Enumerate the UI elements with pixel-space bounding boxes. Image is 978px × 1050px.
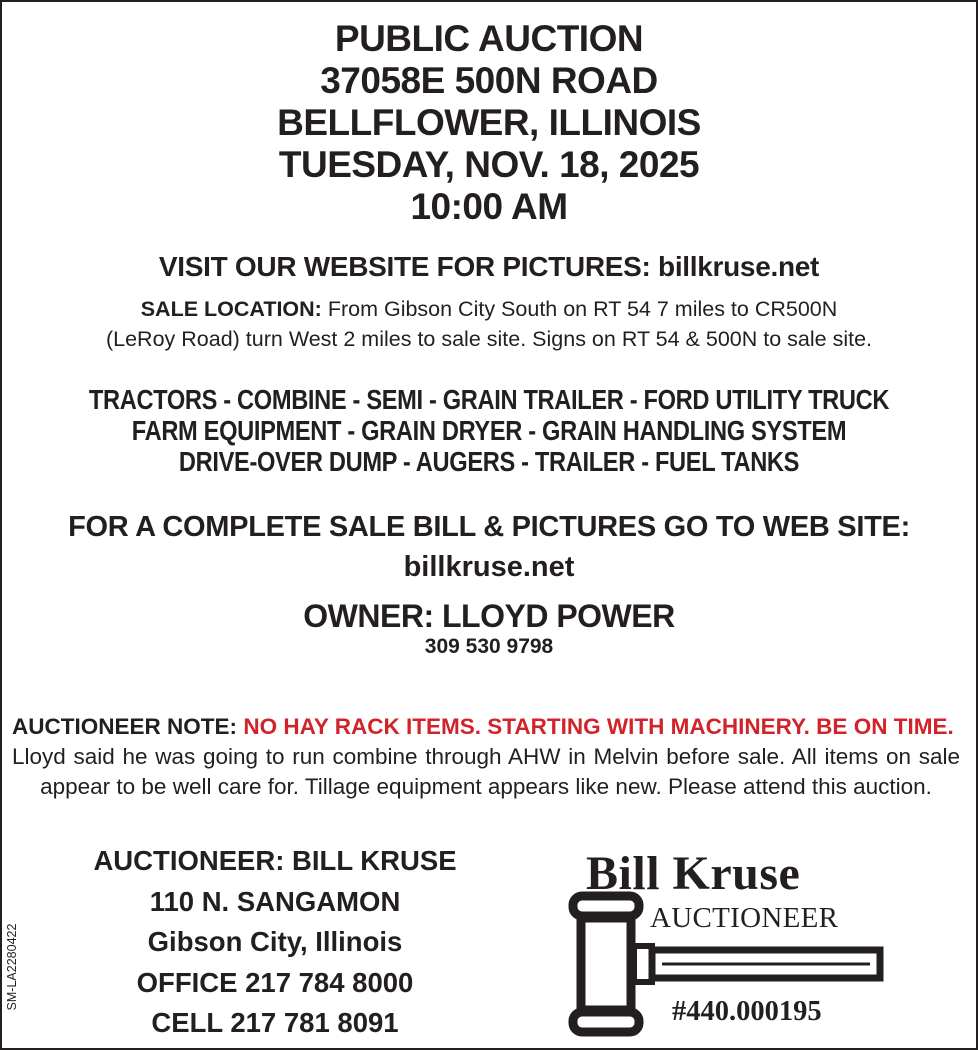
logo-license: #440.000195: [672, 996, 822, 1027]
owner-phone: 309 530 9798: [424, 635, 554, 658]
auctioneer-note: [12, 712, 960, 802]
auctioneer-name: AUCTIONEER: BILL KRUSE: [93, 845, 457, 876]
website-line: VISIT OUR WEBSITE FOR PICTURES: billkruse.net: [158, 251, 820, 282]
note-highlight: NO HAY RACK ITEMS. STARTING WITH MACHINERY. BE ON TIME.: [243, 714, 954, 739]
sale-location-text2: (LeRoy Road) turn West 2 miles to sale site. Signs on RT 54 & 500N to sale site.: [105, 327, 872, 351]
auction-header: [0, 18, 978, 228]
note-label: AUCTIONEER NOTE:: [12, 714, 238, 739]
auctioneer-city: Gibson City, Illinois: [147, 926, 403, 957]
ad-code: [0, 905, 24, 1030]
items-line-3: DRIVE-OVER DUMP - AUGERS - TRAILER - FUEL TANKS: [178, 446, 800, 477]
logo-name: Bill Kruse: [586, 847, 801, 900]
owner-name: OWNER: LLOYD POWER: [303, 598, 675, 634]
ad-code-text: SM-LA2280422: [5, 923, 19, 1011]
auctioneer-address: 110 N. SANGAMON: [149, 885, 401, 917]
auctioneer-logo: [566, 842, 896, 1042]
auctioneer-cell: CELL 217 781 8091: [151, 1007, 399, 1038]
header-title: PUBLIC AUCTION: [334, 18, 644, 59]
auctioneer-block: [40, 841, 510, 1044]
header-address: 37058E 500N ROAD: [320, 60, 658, 101]
header-time: 10:00 AM: [410, 186, 568, 227]
items-line-1: TRACTORS - COMBINE - SEMI - GRAIN TRAILER - FORD UTILITY TRUCK: [88, 384, 890, 415]
sale-location-label: SALE LOCATION:: [140, 297, 322, 321]
header-city: BELLFLOWER, ILLINOIS: [277, 102, 701, 143]
sale-location-text1: From Gibson City South on RT 54 7 miles to CR500N: [321, 297, 838, 321]
complete-sale-website: billkruse.net: [403, 551, 575, 583]
items-list: [0, 384, 978, 477]
complete-sale-line: FOR A COMPLETE SALE BILL & PICTURES GO TO WEB SITE:: [68, 511, 910, 543]
note-text: Lloyd said he was going to run combine through AHW in Melvin before sale. All items on sale appear to be well care for. Tillage equipment appears like new. Please attend this auction.: [12, 744, 960, 799]
items-line-2: FARM EQUIPMENT - GRAIN DRYER - GRAIN HANDLING SYSTEM: [131, 415, 847, 446]
logo-title: AUCTIONEER: [650, 902, 839, 934]
sale-location: [0, 294, 978, 354]
auctioneer-office: OFFICE 217 784 8000: [136, 966, 414, 998]
header-date: TUESDAY, NOV. 18, 2025: [278, 144, 700, 185]
